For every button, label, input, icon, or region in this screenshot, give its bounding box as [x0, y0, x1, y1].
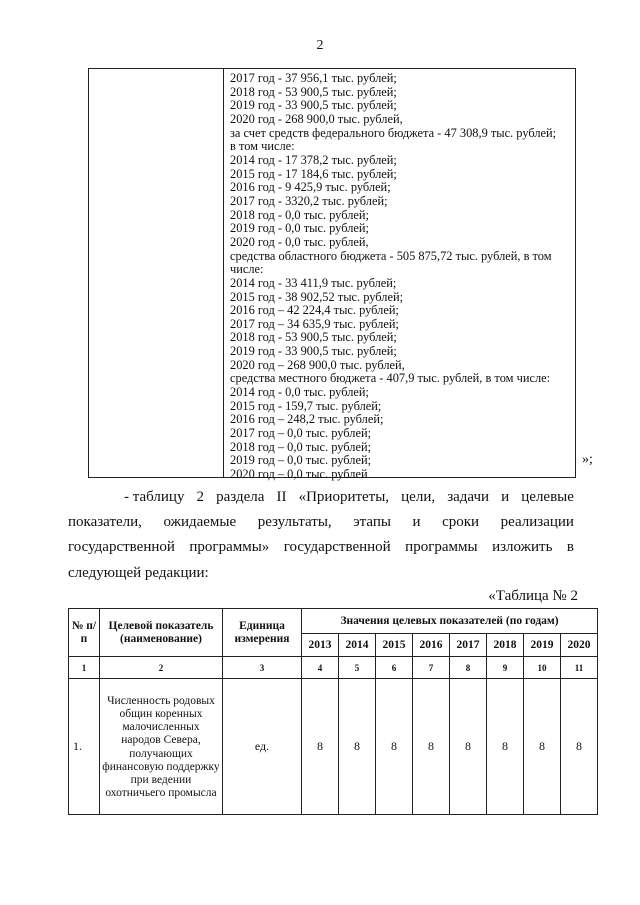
paragraph-word: «Приоритеты, [298, 489, 390, 505]
budget-line: за счет средств федерального бюджета - 47 308,9 тыс. рублей; [230, 125, 557, 140]
paragraph-word: ожидаемые [163, 514, 237, 530]
row-number: 1. [69, 679, 100, 815]
value-cell: 8 [450, 679, 487, 815]
paragraph-word: раздела [216, 489, 265, 505]
paragraph-line-4: следующей редакции: [68, 565, 209, 581]
paragraph-word: в [566, 539, 574, 555]
year-header: 2016 [413, 634, 450, 657]
paragraph-word: II [276, 489, 287, 505]
budget-line: 2018 год - 0,0 тыс. рублей; [230, 207, 369, 222]
unit-cell: ед. [223, 679, 302, 815]
column-number: 1 [69, 657, 100, 679]
column-number: 2 [100, 657, 223, 679]
paragraph-word: 2 [196, 489, 205, 505]
paragraph-word: и [412, 514, 421, 530]
budget-table-continuation [88, 68, 576, 482]
budget-lines [230, 72, 574, 482]
paragraph-word: этапы [353, 514, 391, 530]
budget-line: числе: [230, 262, 264, 277]
header-num: № п/п [69, 609, 100, 657]
budget-line: 2014 год - 17 378,2 тыс. рублей; [230, 152, 397, 167]
budget-line: 2017 год - 37 956,1 тыс. рублей; [230, 71, 397, 85]
paragraph-word: цели, [401, 489, 436, 505]
budget-line: 2018 год - 53 900,5 тыс. рублей; [230, 84, 397, 99]
column-number: 8 [450, 657, 487, 679]
year-header: 2017 [450, 634, 487, 657]
budget-line: 2017 год - 3320,2 тыс. рублей; [230, 193, 388, 208]
column-number-row [69, 657, 598, 679]
paragraph-word: результаты, [257, 514, 332, 530]
paragraph-word: государственной [68, 539, 175, 555]
year-header: 2019 [524, 634, 561, 657]
paragraph-word: программы» [189, 539, 270, 555]
budget-line: 2019 год - 33 900,5 тыс. рублей; [230, 344, 397, 359]
budget-line: 2014 год - 0,0 тыс. рублей; [230, 385, 369, 400]
budget-line: 2020 год - 0,0 тыс. рублей, [230, 234, 369, 249]
paragraph-line-2 [68, 515, 574, 530]
paragraph-word: государственной [283, 539, 391, 555]
column-divider [223, 69, 224, 477]
paragraph-word: задачи [447, 489, 490, 505]
budget-line: 2020 год - 268 900,0 тыс. рублей, [230, 111, 403, 126]
year-header: 2015 [376, 634, 413, 657]
column-number: 5 [339, 657, 376, 679]
paragraph-line-1 [124, 490, 574, 505]
page-number: 2 [316, 38, 324, 53]
budget-line: 2020 год – 268 900,0 тыс. рублей, [230, 357, 405, 372]
paragraph-word: целевые [521, 489, 574, 505]
paragraph-word: показатели, [68, 514, 142, 530]
column-number: 11 [561, 657, 598, 679]
value-cell: 8 [339, 679, 376, 815]
column-number: 7 [413, 657, 450, 679]
value-cell: 8 [487, 679, 524, 815]
column-number: 9 [487, 657, 524, 679]
value-cell: 8 [302, 679, 339, 815]
value-cell: 8 [413, 679, 450, 815]
budget-line: 2018 год – 0,0 тыс. рублей; [230, 439, 372, 454]
column-number: 3 [223, 657, 302, 679]
column-number: 4 [302, 657, 339, 679]
paragraph-word: и [501, 489, 510, 505]
year-header: 2013 [302, 634, 339, 657]
table-caption: «Таблица № 2 [488, 588, 578, 604]
budget-line: 2016 год – 42 224,4 тыс. рублей; [230, 303, 399, 318]
budget-line: 2016 год – 248,2 тыс. рублей; [230, 412, 384, 427]
paragraph-line-3 [68, 540, 574, 555]
paragraph-word: - таблицу [124, 489, 185, 505]
paragraph-word: сроки [442, 514, 480, 530]
budget-line: средства областного бюджета - 505 875,72 тыс. рублей, в том [230, 248, 552, 263]
year-header: 2014 [339, 634, 376, 657]
value-cell: 8 [561, 679, 598, 815]
budget-line: 2020 год – 0,0 тыс. рублей [230, 467, 368, 482]
target-indicators-table [68, 608, 598, 815]
paragraph-word: программы [405, 539, 478, 555]
paragraph-word: реализации [500, 514, 574, 530]
column-number: 10 [524, 657, 561, 679]
budget-line: 2014 год - 33 411,9 тыс. рублей; [230, 275, 397, 290]
budget-line: 2018 год - 53 900,5 тыс. рублей; [230, 330, 397, 345]
budget-line: в том числе: [230, 139, 295, 154]
budget-line: 2019 год - 0,0 тыс. рублей; [230, 221, 369, 236]
header-unit: Единица измерения [223, 609, 302, 657]
year-header: 2018 [487, 634, 524, 657]
table-row [69, 679, 598, 815]
closing-mark: »; [582, 452, 593, 467]
column-number: 6 [376, 657, 413, 679]
header-indicator: Целевой показатель (наименование) [100, 609, 223, 657]
budget-line: 2019 год – 0,0 тыс. рублей; [230, 453, 372, 468]
budget-line: 2015 год - 159,7 тыс. рублей; [230, 398, 382, 413]
value-cell: 8 [524, 679, 561, 815]
indicator-name: Численность родовых общин коренных малочисленных народов Севера, получающих финансовую поддержку при ведении охотничьего промысла [100, 679, 223, 815]
value-cell: 8 [376, 679, 413, 815]
budget-line: 2017 год – 34 635,9 тыс. рублей; [230, 316, 399, 331]
paragraph-word: изложить [492, 539, 553, 555]
header-values-group: Значения целевых показателей (по годам) [302, 609, 598, 634]
budget-line: 2015 год - 38 902,52 тыс. рублей; [230, 289, 404, 304]
year-header: 2020 [561, 634, 598, 657]
budget-line: 2016 год - 9 425,9 тыс. рублей; [230, 180, 391, 195]
budget-line: 2015 год - 17 184,6 тыс. рублей; [230, 166, 397, 181]
budget-line: 2017 год – 0,0 тыс. рублей; [230, 426, 372, 441]
budget-line: средства местного бюджета - 407,9 тыс. рублей, в том числе: [230, 371, 551, 386]
budget-line: 2019 год - 33 900,5 тыс. рублей; [230, 98, 397, 113]
